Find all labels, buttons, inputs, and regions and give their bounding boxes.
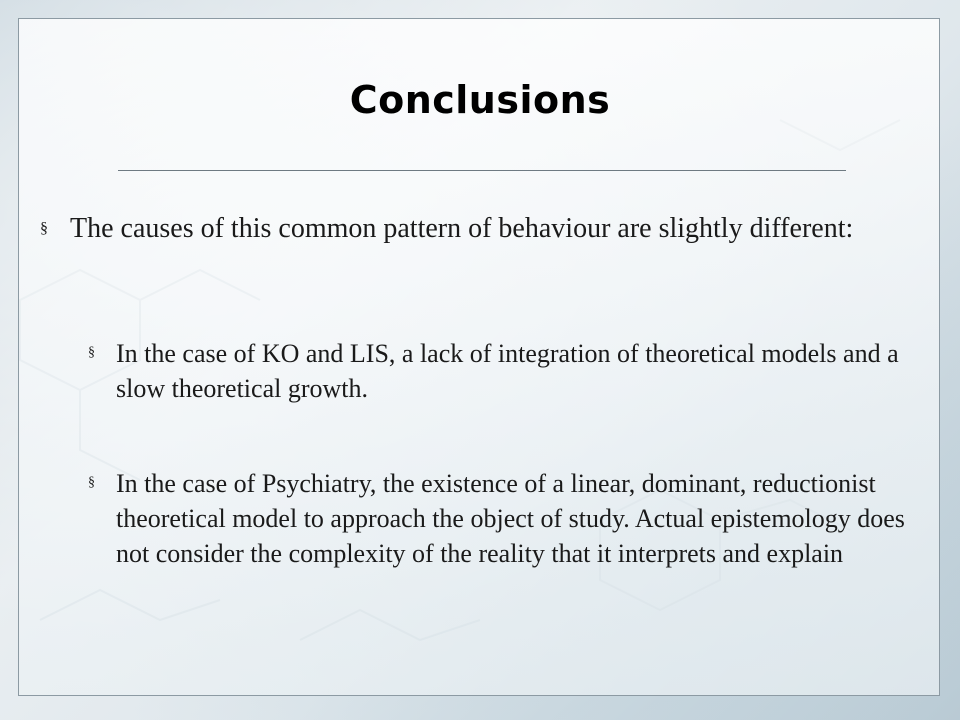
slide-title: Conclusions	[349, 78, 611, 122]
title-divider	[118, 170, 846, 171]
bullet-square-icon: §	[40, 220, 48, 237]
sub-bullet-point: In the case of Psychiatry, the existence of a linear, dominant, reductionist theoretical model to approach the object of study. Actual epistemology does not consider the complexity of the reality that it interprets and explain	[116, 469, 905, 569]
sub-bullet-point: In the case of KO and LIS, a lack of integration of theoretical models and a slow theoretical growth.	[116, 339, 899, 404]
bullet-square-icon: §	[88, 475, 95, 490]
bullet-point: The causes of this common pattern of behaviour are slightly different:	[70, 213, 854, 244]
bullet-square-icon: §	[88, 345, 95, 360]
